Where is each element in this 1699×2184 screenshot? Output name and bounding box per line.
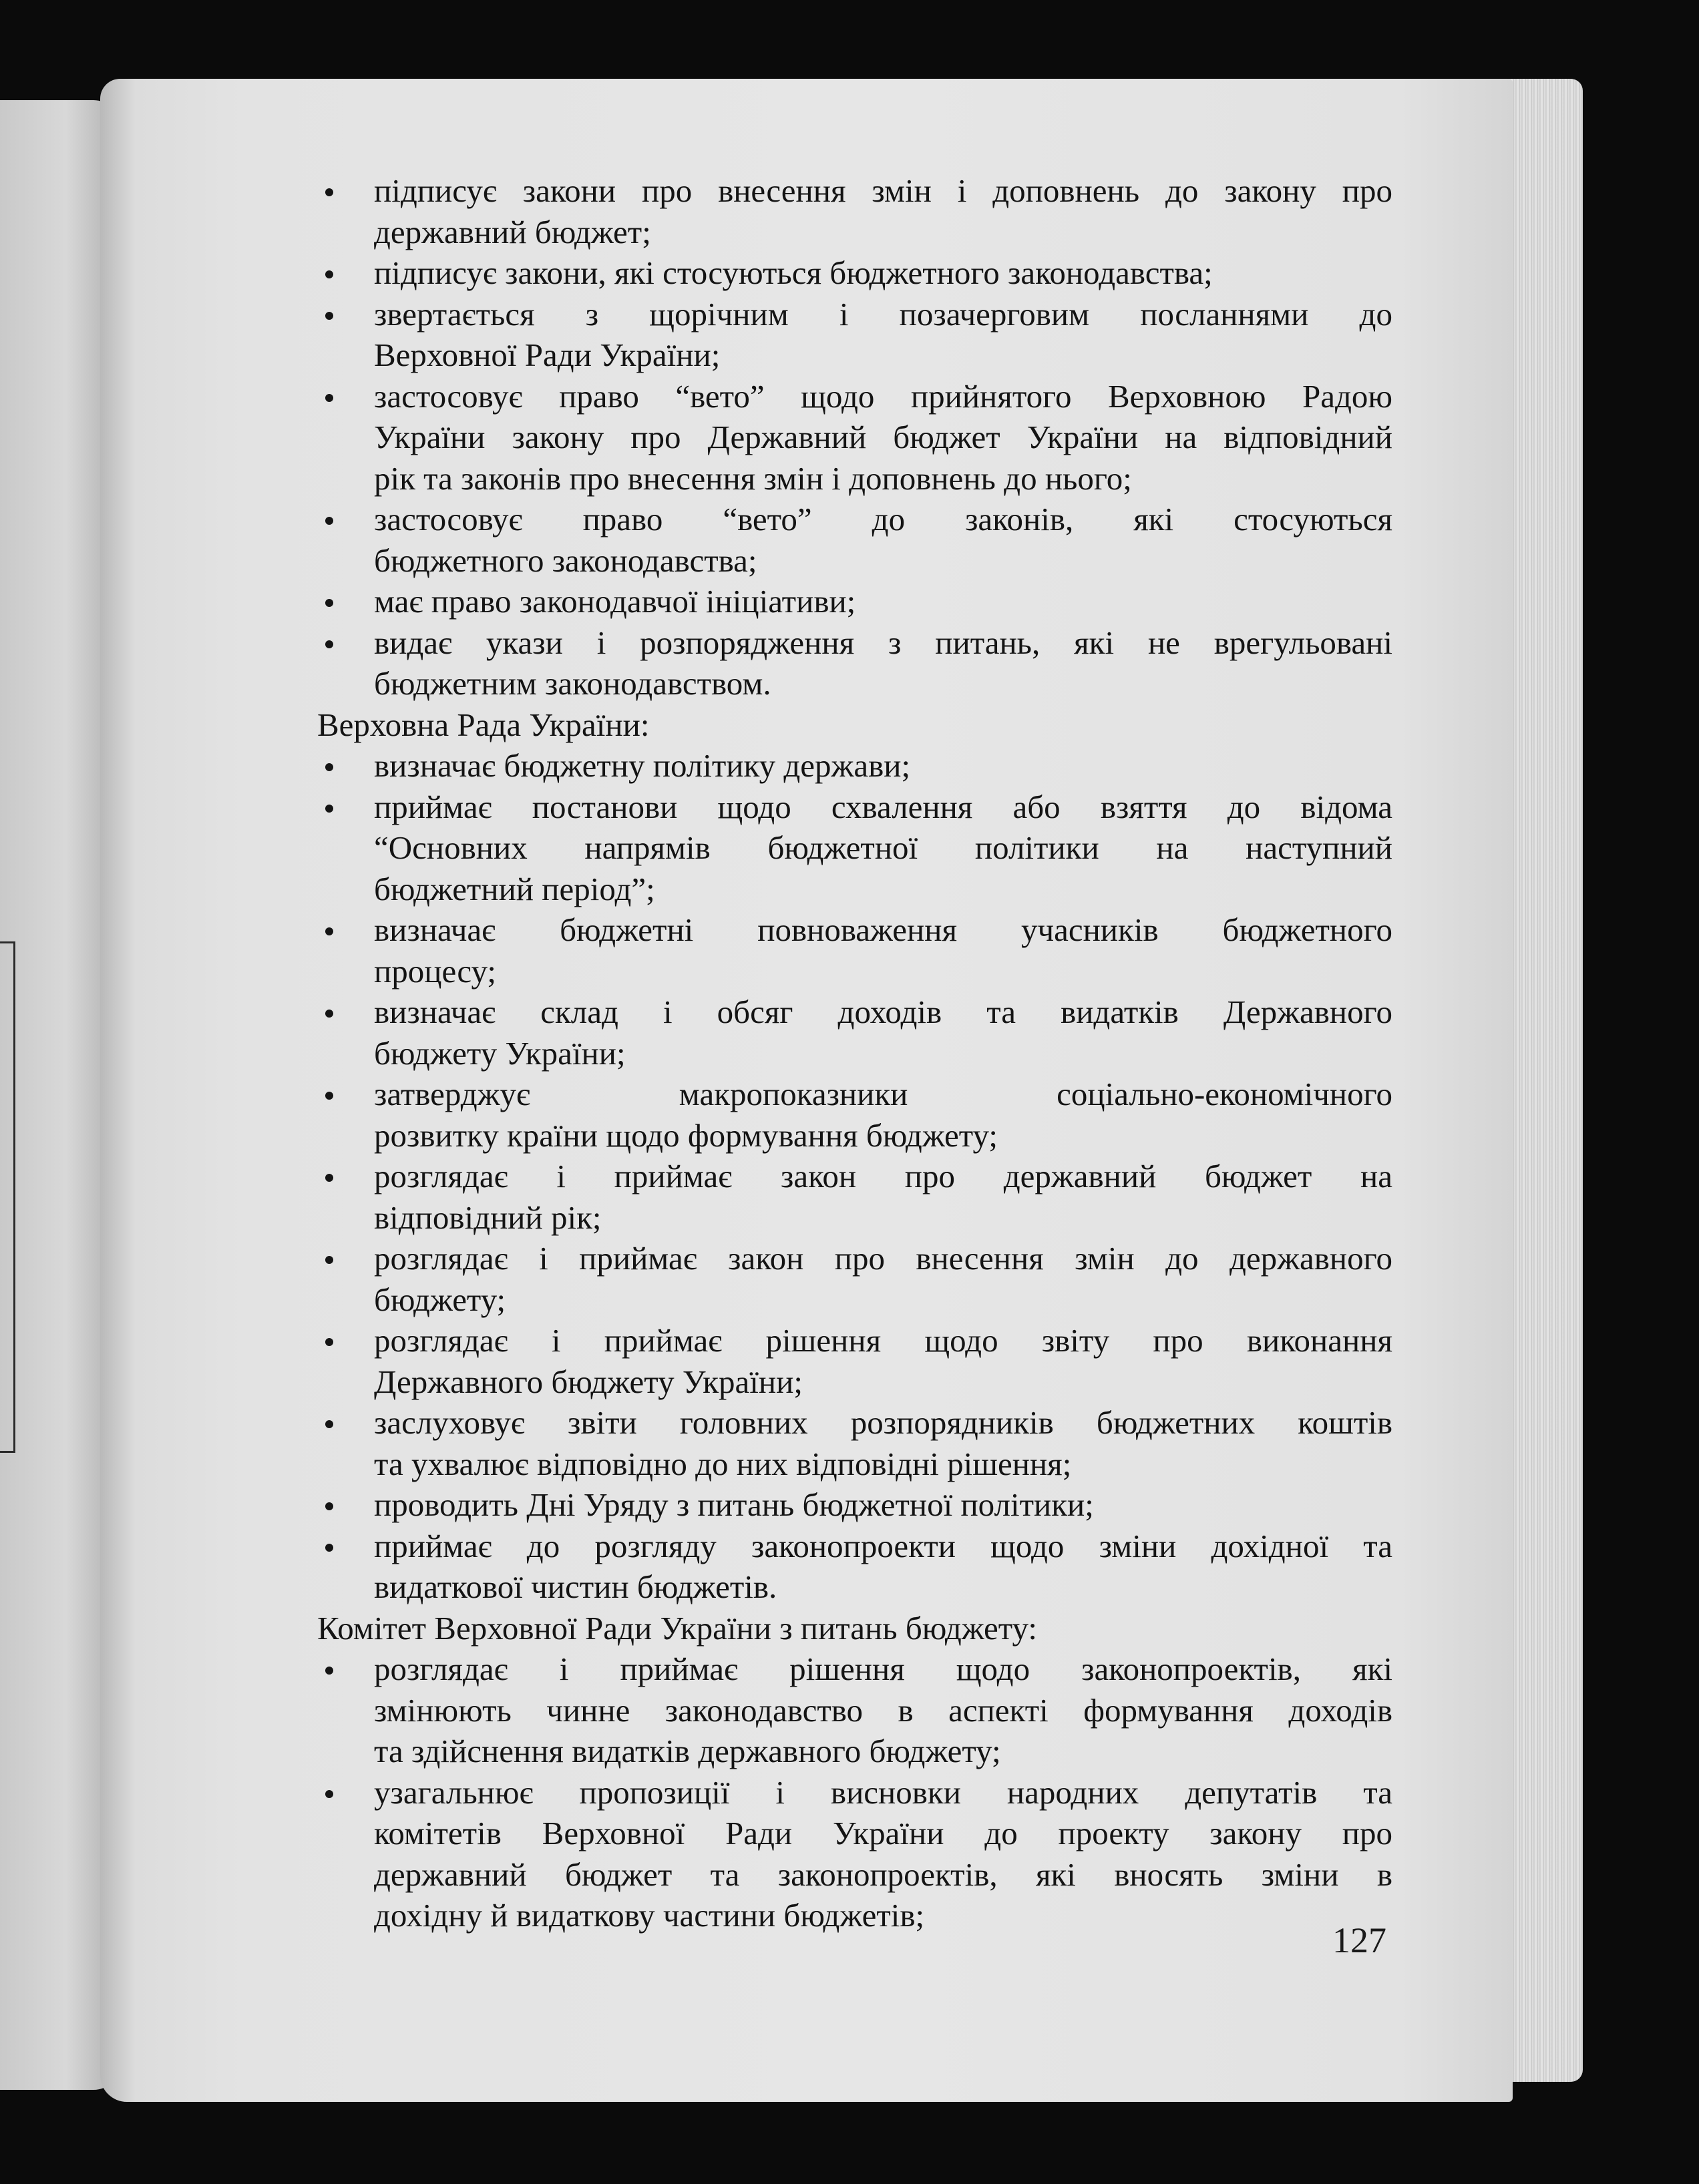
bullet-icon xyxy=(317,499,344,540)
bullet-icon xyxy=(317,1526,344,1567)
text-line: визначає бюджетні повноваження учасників бюджетного xyxy=(374,911,1392,948)
text-line: підписує закони про внесення змін і доповнень до закону про xyxy=(374,172,1392,209)
bullet-icon xyxy=(317,745,344,787)
text-line: розглядає і приймає закон про внесення змін до державного xyxy=(374,1240,1392,1277)
text-line: процесу; xyxy=(374,952,496,990)
bullet-icon xyxy=(317,1402,344,1444)
list-item xyxy=(311,787,1392,910)
list-item xyxy=(311,252,1392,294)
list-item xyxy=(311,1238,1392,1320)
list-item xyxy=(311,376,1392,499)
bullet-icon xyxy=(317,1238,344,1279)
list-item xyxy=(311,745,1392,787)
text-line: звертається з щорічним і позачерговим посланнями до xyxy=(374,295,1392,333)
list-item xyxy=(311,1526,1392,1608)
text-line: комітетів Верховної Ради України до проекту закону про xyxy=(374,1815,1392,1851)
list-item xyxy=(311,294,1392,376)
bullet-icon xyxy=(317,376,344,417)
bullet-icon xyxy=(317,1074,344,1115)
text-line: змінюють чинне законодавство в аспекті формування доходів xyxy=(374,1691,1392,1729)
list-item xyxy=(311,1074,1392,1156)
text-line: застосовує право “вето” щодо прийнятого Верховною Радою xyxy=(374,377,1392,415)
text-line: видає укази і розпорядження з питань, які не врегульовані xyxy=(374,624,1392,661)
bullet-icon xyxy=(317,909,344,951)
list-item xyxy=(311,1649,1392,1772)
text-line: видаткової чистин бюджетів. xyxy=(374,1568,777,1605)
text-line: та здійснення видатків державного бюджету; xyxy=(374,1733,1001,1769)
previous-page-diagram-fragment xyxy=(0,941,15,1453)
list-item xyxy=(311,1156,1392,1238)
bullet-icon xyxy=(317,294,344,335)
bullet-icon xyxy=(317,787,344,828)
text-line: дохідну й видаткову частини бюджетів; xyxy=(374,1897,925,1934)
text-line: застосовує право “вето” до законів, які стосуються xyxy=(374,501,1392,537)
list-item xyxy=(311,581,1392,622)
text-line: підписує закони, які стосуються бюджетного законодавства; xyxy=(374,254,1213,291)
text-line: бюджетним законодавством. xyxy=(374,665,771,702)
text-line: визначає склад і обсяг доходів та видатків Державного xyxy=(374,994,1392,1030)
text-line: та ухвалює відповідно до них відповідні рішення; xyxy=(374,1445,1072,1482)
bullet-icon xyxy=(317,992,344,1033)
text-line: бюджетного законодавства; xyxy=(374,541,757,579)
list-item xyxy=(311,992,1392,1074)
list-item xyxy=(311,499,1392,581)
bullet-icon xyxy=(317,1484,344,1526)
text-line: України закону про Державний бюджет України на відповідний xyxy=(374,419,1392,455)
text-line: узагальнює пропозиції і висновки народних депутатів та xyxy=(374,1773,1392,1811)
text-line: рік та законів про внесення змін і доповнень до нього; xyxy=(374,459,1132,497)
bullet-icon xyxy=(317,1320,344,1361)
text-line: відповідний рік; xyxy=(374,1198,602,1236)
text-line: заслуховує звіти головних розпорядників бюджетних коштів xyxy=(374,1404,1392,1441)
bullet-icon xyxy=(317,581,344,622)
text-line: розглядає і приймає рішення щодо законопроектів, які xyxy=(374,1651,1392,1687)
text-line: “Основних напрямів бюджетної політики на наступний xyxy=(374,829,1392,866)
page-text xyxy=(311,170,1392,1936)
text-line: затверджує макропоказники соціально-економічного xyxy=(374,1076,1392,1112)
text-line: розвитку країни щодо формування бюджету; xyxy=(374,1116,998,1154)
text-line: проводить Дні Уряду з питань бюджетної політики; xyxy=(374,1486,1094,1523)
list-item xyxy=(311,909,1392,992)
page-number: 127 xyxy=(1332,1920,1386,1960)
section-heading: Верховна Рада України: xyxy=(317,706,650,743)
text-line: приймає до розгляду законопроекти щодо зміни дохідної та xyxy=(374,1527,1392,1564)
text-line: визначає бюджетну політику держави; xyxy=(374,747,911,784)
bullet-icon xyxy=(317,1772,344,1813)
list-item xyxy=(311,1402,1392,1484)
text-line: бюджету; xyxy=(374,1281,506,1318)
text-line: бюджетний період”; xyxy=(374,870,655,907)
text-line: розглядає і приймає рішення щодо звіту про виконання xyxy=(374,1322,1392,1359)
list-item xyxy=(311,1772,1392,1936)
text-line: приймає постанови щодо схвалення або взяття до відома xyxy=(374,788,1392,825)
section-heading: Комітет Верховної Ради України з питань бюджету: xyxy=(317,1609,1037,1647)
list-item xyxy=(311,1484,1392,1526)
bullet-icon xyxy=(317,622,344,664)
text-line: державний бюджет та законопроектів, які вносять зміни в xyxy=(374,1855,1392,1893)
list-item xyxy=(311,622,1392,704)
text-line: має право законодавчої ініціативи; xyxy=(374,583,856,620)
list-item xyxy=(311,170,1392,252)
bullet-icon xyxy=(317,252,344,294)
text-line: розглядає і приймає закон про державний бюджет на xyxy=(374,1158,1392,1194)
text-line: державний бюджет; xyxy=(374,213,651,250)
bullet-icon xyxy=(317,170,344,212)
text-line: Верховної Ради України; xyxy=(374,337,721,373)
text-line: бюджету України; xyxy=(374,1034,626,1072)
list-item xyxy=(311,1320,1392,1402)
text-line: Державного бюджету України; xyxy=(374,1363,803,1400)
bullet-icon xyxy=(317,1156,344,1197)
bullet-icon xyxy=(317,1649,344,1690)
